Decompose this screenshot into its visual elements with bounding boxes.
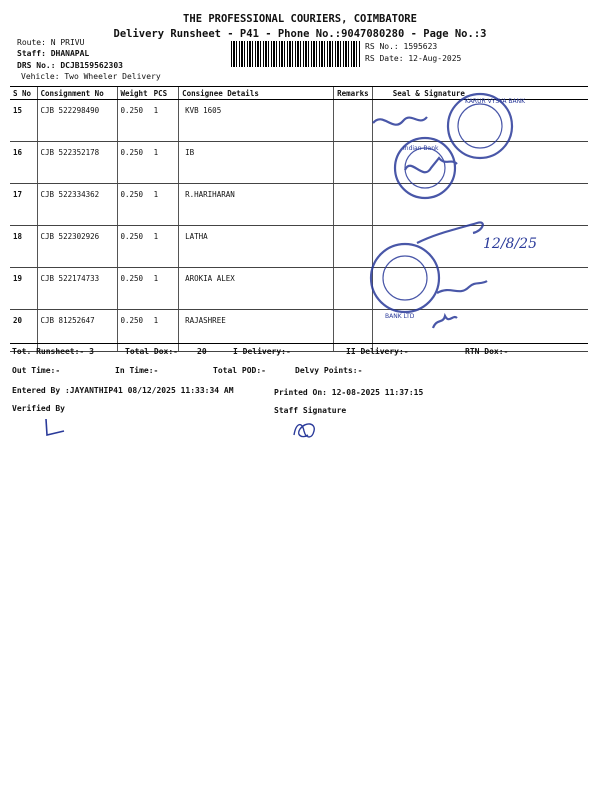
staff-label: Staff: DHANAPAL: [17, 49, 90, 58]
staff-signature-icon: [288, 417, 318, 441]
cell-consignment: CJB 81252647: [37, 310, 117, 352]
total-pod: Total POD:-: [213, 366, 266, 375]
cell-pcs: 1: [151, 100, 179, 142]
col-header-pcs: PCS: [151, 87, 179, 100]
cell-pcs: 1: [151, 142, 179, 184]
bank-ltd-seal-icon: [371, 244, 439, 312]
company-title: THE PROFESSIONAL COURIERS, COIMBATORE: [183, 13, 417, 25]
cell-consignee: R.HARIHARAN: [179, 184, 334, 226]
cell-consignee: KVB 1605: [179, 100, 334, 142]
cell-consignment: CJB 522302926: [37, 226, 117, 268]
cell-sno: 20: [10, 310, 37, 352]
col-header-weight: Weight: [117, 87, 151, 100]
cell-consignment: CJB 522298490: [37, 100, 117, 142]
cell-weight: 0.250: [117, 226, 151, 268]
route-label: Route: N PRIVU: [17, 38, 85, 47]
bank-ltd-seal-label: BANK LTD: [385, 313, 415, 320]
handwritten-date: 12/8/25: [483, 236, 537, 252]
i-delivery: I Delivery:-: [233, 347, 291, 356]
kvb-seal-label: KARUR VYSYA BANK: [465, 98, 526, 105]
signature-icon: [433, 316, 457, 328]
col-header-remarks: Remarks: [334, 87, 373, 100]
rs-date: RS Date: 12-Aug-2025: [365, 54, 462, 63]
verified-by: Verified By: [12, 404, 65, 413]
signature-icon: [437, 281, 487, 293]
rtn-dox: RTN Dox:-: [465, 347, 509, 356]
printed-on: Printed On: 12-08-2025 11:37:15: [274, 388, 424, 397]
col-header-seal: Seal & Signature: [372, 87, 588, 100]
cell-sno: 18: [10, 226, 37, 268]
cell-consignee: RAJASHREE: [179, 310, 334, 352]
total-dox-value: 20: [197, 347, 207, 356]
entered-by: Entered By :JAYANTHIP41 08/12/2025 11:33:34 AM: [12, 386, 234, 395]
cell-consignment: CJB 522334362: [37, 184, 117, 226]
staff-signature-label: Staff Signature: [274, 406, 347, 415]
signature-icon: [405, 158, 457, 172]
tot-runsheet: Tot. Runsheet:- 3: [12, 347, 94, 356]
cell-pcs: 1: [151, 268, 179, 310]
cell-consignee: LATHA: [179, 226, 334, 268]
cell-sno: 16: [10, 142, 37, 184]
cell-pcs: 1: [151, 226, 179, 268]
rs-number: RS No.: 1595623: [365, 42, 438, 51]
cell-sno: 15: [10, 100, 37, 142]
runsheet-title: Delivery Runsheet - P41 - Phone No.:9047080280 - Page No.:3: [113, 28, 487, 40]
ii-delivery: II Delivery:-: [346, 347, 409, 356]
drs-number: DRS No.: DCJB159562303: [17, 61, 123, 70]
total-dox-label: Total Dox:-: [125, 347, 178, 356]
cell-weight: 0.250: [117, 142, 151, 184]
cell-consignment: CJB 522352178: [37, 142, 117, 184]
out-time: Out Time:-: [12, 366, 61, 375]
col-header-sno: S No: [10, 87, 37, 100]
verifier-signature-icon: [40, 415, 80, 440]
seals-signatures: [365, 88, 537, 348]
in-time: In Time:-: [115, 366, 159, 375]
cell-weight: 0.250: [117, 268, 151, 310]
cell-pcs: 1: [151, 184, 179, 226]
col-header-consignment: Consignment No: [37, 87, 117, 100]
indian-bank-seal-label: Indian Bank: [403, 145, 439, 152]
vehicle-label: Vehicle: Two Wheeler Delivery: [21, 72, 161, 81]
cell-sno: 19: [10, 268, 37, 310]
cell-weight: 0.250: [117, 310, 151, 352]
signature-icon: [373, 117, 427, 125]
cell-sno: 17: [10, 184, 37, 226]
col-header-consignee: Consignee Details: [179, 87, 334, 100]
cell-pcs: 1: [151, 310, 179, 352]
cell-consignee: IB: [179, 142, 334, 184]
cell-weight: 0.250: [117, 100, 151, 142]
cell-weight: 0.250: [117, 184, 151, 226]
delvy-points: Delvy Points:-: [295, 366, 363, 375]
barcode: [231, 41, 361, 67]
signature-icon: [417, 222, 483, 243]
cell-consignment: CJB 522174733: [37, 268, 117, 310]
cell-consignee: AROKIA ALEX: [179, 268, 334, 310]
